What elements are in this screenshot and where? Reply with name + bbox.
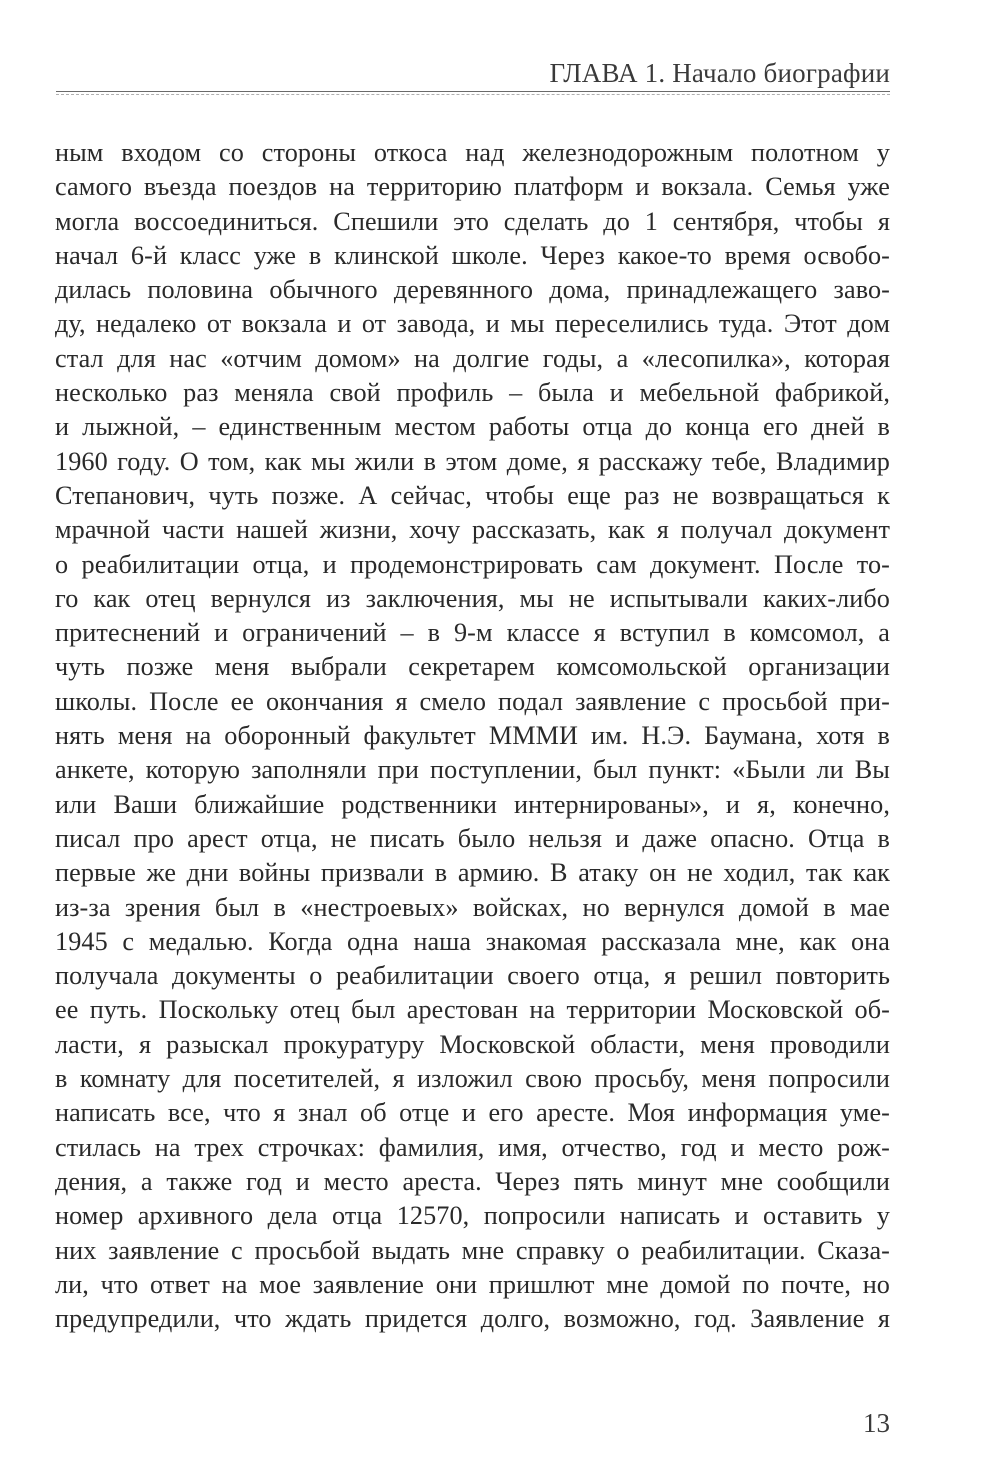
- text-line: номер архивного дела отца 12570, попросили написать и оставить у: [55, 1201, 890, 1231]
- text-line: мрачной части нашей жизни, хочу рассказать, как я получал документ: [55, 515, 890, 545]
- text-line: анкете, которую заполняли при поступлении, был пункт: «Были ли Вы: [55, 755, 890, 785]
- text-line: 1945 с медалью. Когда одна наша знакомая рассказала мне, как она: [55, 926, 890, 956]
- text-line: притеснений и ограничений – в 9-м классе я вступил в комсомол, а: [55, 618, 890, 648]
- text-line: чуть позже меня выбрали секретарем комсомольской организации: [55, 652, 890, 682]
- text-line: написать все, что я знал об отце и его аресте. Моя информация уме-: [55, 1098, 890, 1128]
- text-line: 1960 году. О том, как мы жили в этом доме, я расскажу тебе, Владимир: [55, 446, 890, 476]
- running-head-title: ГЛАВА 1. Начало биографии: [549, 58, 890, 88]
- text-line: самого въезда поездов на территорию платформ и вокзала. Семья уже: [55, 172, 890, 202]
- header-rule-dotted: [56, 94, 890, 95]
- header-rule: [56, 91, 890, 92]
- text-line: ее путь. Поскольку отец был арестован на территории Московской об-: [55, 995, 890, 1025]
- text-line: в комнату для посетителей, я изложил свою просьбу, меня попросили: [55, 1064, 890, 1094]
- text-line: начал 6-й класс уже в клинской школе. Через какое-то время освобо-: [55, 240, 890, 270]
- text-line: ли, что ответ на мое заявление они пришлют мне домой по почте, но: [55, 1269, 890, 1299]
- page-number: 13: [863, 1408, 890, 1438]
- text-line: нять меня на оборонный факультет МММИ им. Н.Э. Баумана, хотя в: [55, 721, 890, 751]
- text-line: или Ваши ближайшие родственники интернированы», и я, конечно,: [55, 789, 890, 819]
- text-line: о реабилитации отца, и продемонстрировать сам документ. После то-: [55, 549, 890, 579]
- text-line: писал про арест отца, не писать было нельзя и даже опасно. Отца в: [55, 823, 890, 853]
- text-line: получала документы о реабилитации своего отца, я решил повторить: [55, 961, 890, 991]
- text-line: стал для нас «отчим домом» на долгие годы, а «лесопилка», которая: [55, 343, 890, 373]
- text-line: несколько раз меняла свой профиль – была и мебельной фабрикой,: [55, 378, 890, 408]
- text-line: предупредили, что ждать придется долго, возможно, год. Заявление я: [55, 1304, 890, 1334]
- text-line: ным входом со стороны откоса над железнодорожным полотном у: [55, 138, 890, 167]
- text-line: ласти, я разыскал прокуратуру Московской области, меня проводили: [55, 1029, 890, 1059]
- text-line: школы. После ее окончания я смело подал заявление с просьбой при-: [55, 686, 890, 716]
- text-line: могла воссоединиться. Спешили это сделать до 1 сентября, чтобы я: [55, 206, 890, 236]
- body-text: [55, 136, 890, 1336]
- text-line: дилась половина обычного деревянного дома, принадлежащего заво-: [55, 275, 890, 305]
- text-line: ду, недалеко от вокзала и от завода, и мы переселились туда. Этот дом: [55, 309, 890, 339]
- text-line: них заявление с просьбой выдать мне справку о реабилитации. Сказа-: [55, 1235, 890, 1265]
- text-line: Степанович, чуть позже. А сейчас, чтобы еще раз не возвращаться к: [55, 480, 890, 510]
- text-line: го как отец вернулся из заключения, мы не испытывали каких-либо: [55, 583, 890, 613]
- text-line: дения, а также год и место ареста. Через пять минут мне сообщили: [55, 1166, 890, 1196]
- text-line: и лыжной, – единственным местом работы отца до конца его дней в: [55, 412, 890, 442]
- text-line: стилась на трех строчках: фамилия, имя, отчество, год и место рож-: [55, 1132, 890, 1162]
- text-line: из-за зрения был в «нестроевых» войсках, но вернулся домой в мае: [55, 892, 890, 922]
- text-line: первые же дни войны призвали в армию. В атаку он не ходил, так как: [55, 858, 890, 888]
